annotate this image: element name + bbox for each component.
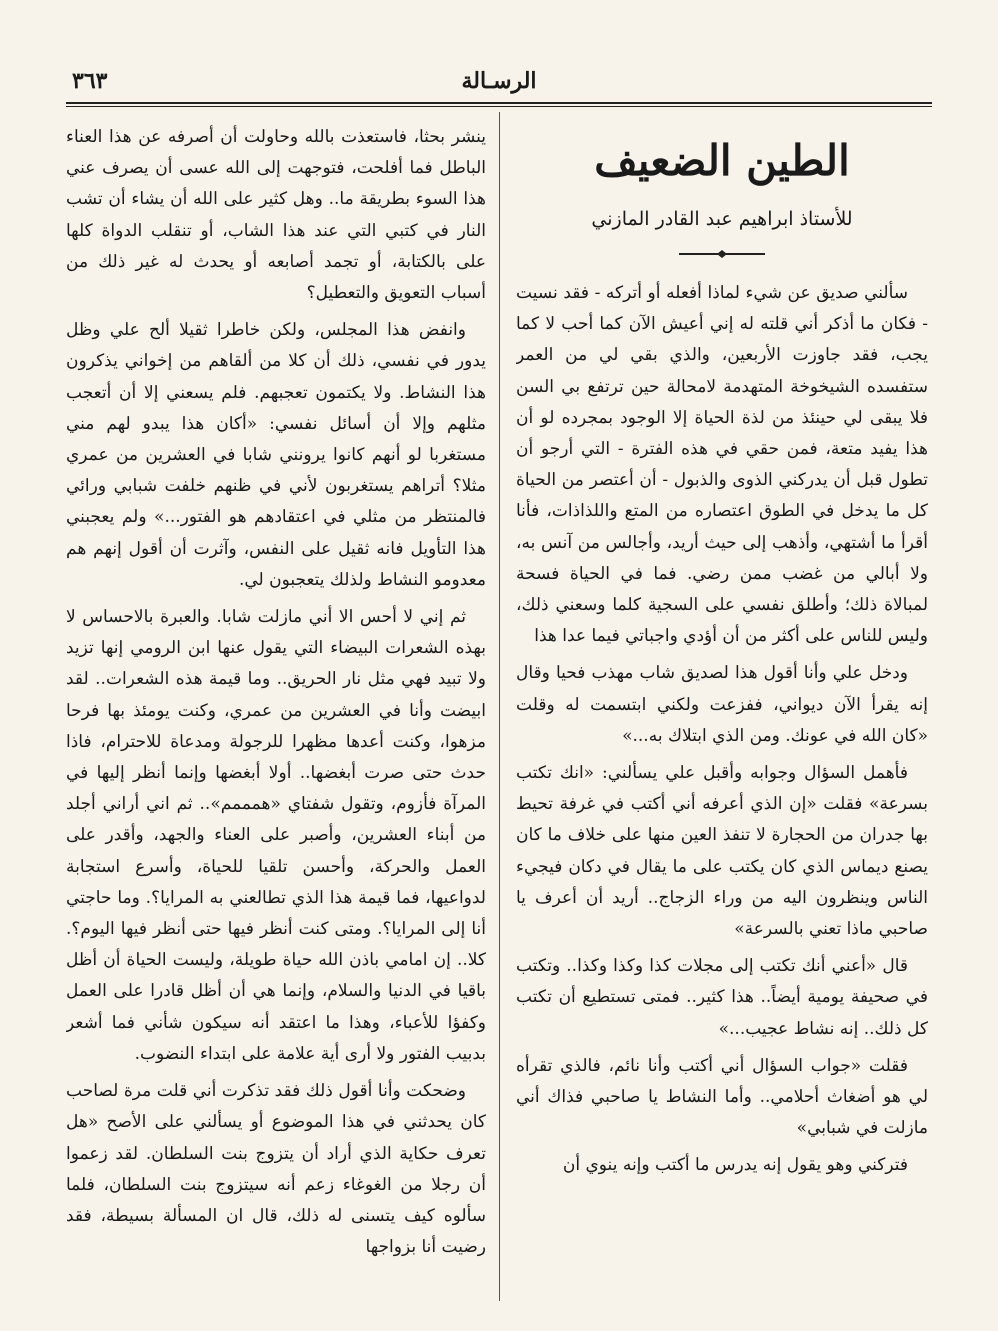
right-paragraph: فأهمل السؤال وجوابه وأقبل علي يسألني: «انك تكتب بسرعة» فقلت «إن الذي أعرفه أني أكتب في غرفة تحيط بها جدران من الحجارة لا تنفذ العين منها على خلاف ما كان يصنع ديماس الذي كان يكتب على ما يقال في دكان فيجيء الناس وينظرون اليه من وراء الزجاج.. أريد أن أعرف يا صاحبي ماذا تعني بالسرعة»: [516, 763, 928, 940]
magazine-name: الرسـالة: [461, 68, 537, 94]
header-rule-thin: [66, 106, 932, 107]
right-paragraph: ودخل علي وأنا أقول هذا لصديق شاب مهذب فحيا وقال إنه يقرأ الآن ديواني، ففزعت ولكني ابتسمت له وقلت «كان الله في عونك. ومن الذي ابتلاك به...»: [516, 663, 928, 746]
article-title: الطين الضعيف: [594, 136, 850, 185]
column-divider: [499, 112, 500, 1301]
ornament-line-icon: [677, 248, 767, 260]
left-column: [66, 122, 486, 1301]
page-number: ٣٦٣: [72, 68, 108, 94]
article-author: للأستاذ ابراهيم عبد القادر المازني: [591, 208, 853, 230]
title-ornament: [516, 244, 928, 264]
right-paragraph: فقلت «جواب السؤال أني أكتب وأنا نائم، فالذي تقرأه لي هو أضغاث أحلامي.. وأما النشاط يا صاحبي فذاك أني مازلت في شبابي»: [516, 1055, 928, 1139]
left-paragraph: ينشر بحثا، فاستعذت بالله وحاولت أن أصرفه عن هذا العناء الباطل فما أفلحت، فتوجهت إلى الله عسى أن يصرف عني هذا السوء بطريقة ما.. وهل كثير على الله أن يشاء أن تشب النار في كتبي التي عند هذا الشاب، أو تنقلب الدواة كلها على بالكتابة، أو تجمد أصابعه أو يحدث له غير ذلك من أسباب التعويق والتعطيل؟: [66, 127, 486, 304]
page-header: [66, 64, 932, 104]
right-paragraph: قال «أعني أنك تكتب إلى مجلات كذا وكذا وكذا.. وتكتب في صحيفة يومية أيضاً.. هذا كثير.. فمتى تستطيع أن تكتب كل ذلك.. إنه نشاط عجيب...»: [516, 956, 928, 1039]
header-rule: [66, 102, 932, 104]
left-paragraph: وضحكت وأنا أقول ذلك فقد تذكرت أني قلت مرة لصاحب كان يحدثني في هذا الموضوع أو يسألني على الأصح «هل تعرف حكاية الذي أراد أن يتزوج بنت السلطان. لقد زعموا أن رجلا من الغوغاء زعم أنه سيتزوج بنت السلطان، فلما سألوه كيف يتسنى له ذلك، قال ان المسألة بسيطة، فقد رضيت أنا بزواجها: [66, 1081, 486, 1258]
right-paragraph: سألني صديق عن شيء لماذا أفعله أو أتركه - فقد نسيت - فكان ما أذكر أني قلته له إني أعيش الآن كما أحب لا كما يجب، فقد جاوزت الأربعين، والذي بقي لي من العمر ستفسده الشيخوخة المتهدمة لامحالة حين ترتفع بي السن فلا يبقى لي حينئذ من لذة الحياة إلا الوجود بمجرده لو أن هذا يفيد متعة، فمن حقي في هذه الفترة - التي أرجو أن تطول قبل أن يدركني الذوى والذبول - أن أعتصر من الحياة كل ما يدخل في الطوق اعتصاره من المتع واللذاذات، فأنا أقرأ ما أشتهي، وأذهب إلى حيث أريد، وأجالس من آنس به، ولا أبالي من غضب ممن رضي. فما في الحياة فسحة لمبالاة ذلك؛ وأطلق نفسي على السجية كلما وسعني ذلك، وليس للناس على أكثر من أن أؤدي واجباتي فيما عدا هذا: [516, 283, 928, 647]
left-paragraph: وانفض هذا المجلس، ولكن خاطرا ثقيلا ألح علي وظل يدور في نفسي، ذلك أن كلا من ألقاهم من إخواني يذكرون هذا النشاط. ولا يكتمون تعجبهم. فلم يسعني إلا أن أتعجب مثلهم وإلا أن أسائل نفسي: «أكان هذا يبدو لهم مني مستغربا لو أنهم كانوا يرونني شابا في العشرين من عمري مثلا؟ أتراهم يستغربون لأني في ظنهم خلفت شبابي ورائي فالمنتظر من مثلي في اعتقادهم هو الفتور...» ولم يعجبني هذا التأويل فانه ثقيل على النفس، وآثرت أن أقول إنهم هم معدومو النشاط ولذلك يتعجبون لي.: [66, 320, 486, 590]
right-paragraph: فتركني وهو يقول إنه يدرس ما أكتب وإنه ينوي أن: [562, 1155, 908, 1176]
left-paragraph: ثم إني لا أحس الا أني مازلت شابا. والعبرة بالاحساس لا بهذه الشعرات البيضاء التي يقول عنها ابن الرومي إنها تزيد ولا تبيد فهي مثل نار الحريق.. وما قيمة هذه الشعرات.. لقد ابيضت وأنا في العشرين من عمري، وكنت يومئذ بها فرحا مزهوا، وكنت أعدها مظهرا للرجولة ومدعاة للاحترام، فاذا حدث حتى صرت أبغضها.. أولا أبغضها وإنما أنظر إليها في المرآة فأزوم، وتقول شفتاي «همممم».. ثم اني أراني أجلد من أبناء العشرين، وأصبر على العناء والجهد، وأقدر على العمل والحركة، وأحسن تلقيا للحياة، وأسرع استجابة لدواعيها، فما قيمة هذا الذي تطالعني به المرايا؟. وما حاجتي أنا إلى المرايا؟. ومتى كنت أنظر فيها حتى أنظر فيها اليوم؟. كلا.. إن امامي باذن الله حياة طويلة، وليست الحياة أن أظل باقيا في الدنيا والسلام، وإنما هي أن أظل قادرا على العمل وكفؤا للأعباء، وهذا ما اعتقد أنه سيكون شأني فما أشعر بدبيب الفتور ولا أرى أية علامة على ابتداء النضوب.: [66, 607, 486, 1064]
right-column: [516, 122, 928, 1301]
